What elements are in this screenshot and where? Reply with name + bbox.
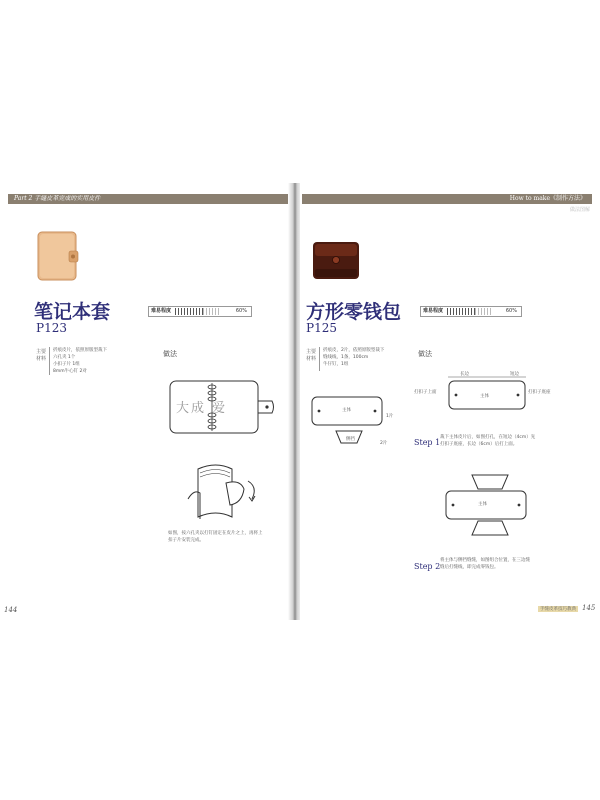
left-title: 笔记本套 <box>34 301 111 323</box>
right-code: P125 <box>306 321 337 335</box>
difficulty-label: 难易程度 <box>151 308 172 314</box>
left-band-label: Part 2 手缝皮革完成的实用皮件 <box>14 195 101 202</box>
right-title: 方形零钱包 <box>306 301 402 323</box>
step1-tag-short: 短边 <box>510 372 519 377</box>
side-piece-qty: 2片 <box>380 441 388 446</box>
method-label: 做法 <box>418 350 432 358</box>
instruction-text: 如图，按六孔夹以打钉固定在皮片之上，再将上 扣子片安装完成。 <box>168 531 263 543</box>
step2-main-label: 主体 <box>478 502 487 507</box>
step1-text: 裁下主体皮片后，如图打孔，在短边（4cm）先 打扣子底座，长边（6cm）后打上面。 <box>440 435 536 447</box>
step1-tag-b: 打扣子底座 <box>528 390 551 395</box>
left-difficulty-meter <box>148 306 252 317</box>
left-code: P123 <box>36 321 67 335</box>
watermark: 大成 爱 <box>176 401 228 416</box>
materials-rule <box>319 347 320 371</box>
difficulty-bars <box>175 308 203 315</box>
coin-purse-pattern <box>310 395 390 453</box>
materials-text: 折痕皮片，依照原版型裁下 六孔夹 1个 小扣子片 1组 8mm牛心钉 2对 <box>53 348 107 374</box>
coin-purse-photo <box>312 241 360 281</box>
right-footer-label: 手缝皮革技巧教典 <box>540 607 576 612</box>
step2-diagram <box>444 471 528 551</box>
materials-rule <box>49 347 50 375</box>
folding-illustration <box>186 459 264 525</box>
step2-text: 将主体与侧挡缝缝，如图组合位置，在三边缝 缝后打缝线，即完成零钱包。 <box>440 558 530 570</box>
materials-label: 主要材料 <box>306 349 317 362</box>
difficulty-bars <box>447 308 475 315</box>
right-header-band <box>302 194 592 204</box>
right-page-number: 145 <box>582 604 596 612</box>
step1-tag-long: 长边 <box>460 372 469 377</box>
difficulty-bars-empty <box>475 308 493 315</box>
main-piece-qty: 1片 <box>386 414 394 419</box>
notebook-cover-photo <box>36 231 80 281</box>
left-page-number: 144 <box>4 606 18 614</box>
method-label: 做法 <box>163 350 177 358</box>
difficulty-percent: 60% <box>235 308 247 314</box>
difficulty-bars-empty <box>203 308 221 315</box>
right-band-sub: 做法图解 <box>569 207 590 213</box>
materials-text: 折痕皮，2片，依照原版型裁下 缝线线，1条，100cm 牛仔钉，1组 <box>323 348 385 367</box>
book-spread <box>0 183 600 620</box>
left-page <box>0 183 292 620</box>
right-page <box>300 183 600 620</box>
step1-main-label: 主体 <box>480 394 489 399</box>
side-piece-label: 侧挡 <box>346 437 355 442</box>
step1-tag-a: 打扣子上面 <box>414 390 437 395</box>
step2-label: Step 2 <box>414 562 441 571</box>
main-piece-label: 主体 <box>342 408 351 413</box>
materials-label: 主要材料 <box>36 349 47 362</box>
right-band-label: How to make《制作方法》 <box>509 195 586 202</box>
right-difficulty-meter <box>420 306 522 317</box>
left-header-band <box>8 194 290 204</box>
difficulty-percent: 60% <box>505 308 517 314</box>
step1-label: Step 1 <box>414 438 441 447</box>
difficulty-label: 难易程度 <box>423 308 444 314</box>
